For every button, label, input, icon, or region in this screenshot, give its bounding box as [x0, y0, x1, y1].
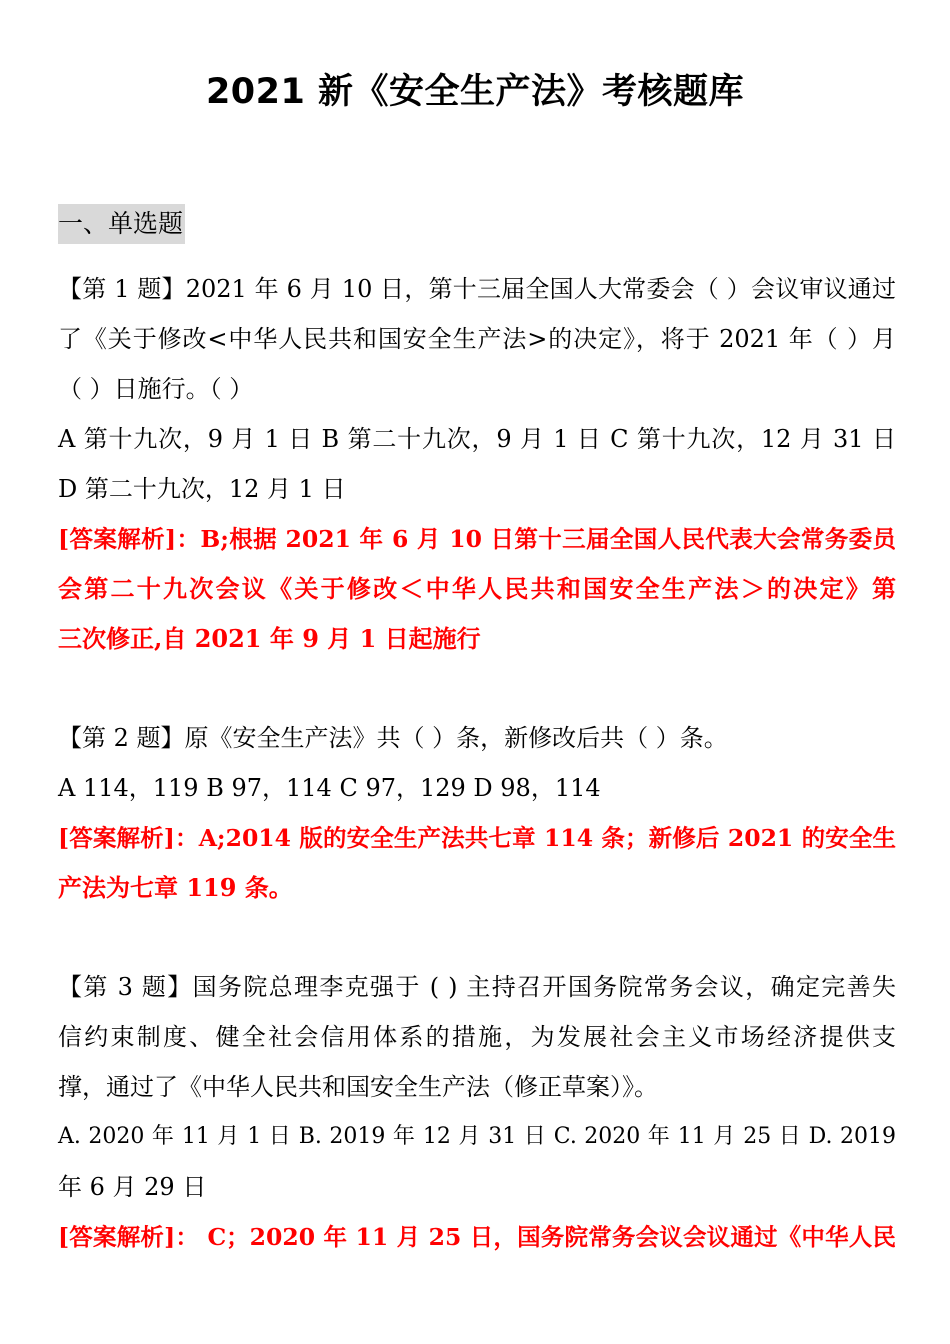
question-stem-line: 【第 2 题】原《安全生产法》共（ ）条，新修改后共（ ）条。: [58, 724, 728, 752]
question-stem-line: 信约束制度、健全社会信用体系的措施，为发展社会主义市场经济提供支: [58, 1023, 896, 1051]
option-line: A 114，119 B 97，114 C 97，129 D 98，114: [58, 774, 601, 802]
question-stem-line: 了《关于修改<中华人民共和国安全生产法>的决定》，将于 2021 年（ ）月: [58, 325, 896, 353]
document-title: 2021 新《安全生产法》考核题库: [205, 72, 745, 112]
option-line: A. 2020 年 11 月 1 日 B. 2019 年 12 月 31 日 C. 2020 年 11 月 25 日 D. 2019: [58, 1124, 896, 1149]
question-1: [58, 264, 896, 664]
option-line: 年 6 月 29 日: [58, 1173, 207, 1201]
question-stem-line: 【第 1 题】2021 年 6 月 10 日，第十三届全国人大常委会（ ）会议审议通过: [58, 275, 896, 303]
section-heading: 一、单选题: [58, 204, 185, 244]
question-3: [58, 962, 896, 1262]
question-stem-line: 【第 3 题】国务院总理李克强于 ( ) 主持召开国务院常务会议，确定完善失: [58, 973, 896, 1001]
answer-explanation-line: [答案解析]：A;2014 版的安全生产法共七章 114 条；新修后 2021 的安全生: [58, 824, 896, 852]
question-2: [58, 713, 896, 913]
answer-explanation-line: 会第二十九次会议《关于修改＜中华人民共和国安全生产法＞的决定》第: [58, 574, 896, 603]
answer-explanation-line: [答案解析]：B;根据 2021 年 6 月 10 日第十三届全国人民代表大会常务委员: [58, 525, 896, 553]
option-line: D 第二十九次，12 月 1 日: [58, 475, 346, 503]
answer-explanation-line: 三次修正,自 2021 年 9 月 1 日起施行: [58, 624, 481, 653]
question-stem-line: （ ）日施行。（ ）: [58, 375, 254, 403]
option-line: A 第十九次，9 月 1 日 B 第二十九次，9 月 1 日 C 第十九次，12 月 31 日: [58, 425, 896, 453]
answer-explanation-line: [答案解析]： C；2020 年 11 月 25 日，国务院常务会议会议通过《中华人民: [58, 1223, 896, 1251]
question-stem-line: 撑，通过了《中华人民共和国安全生产法（修正草案）》。: [58, 1073, 658, 1101]
answer-explanation-line: 产法为七章 119 条。: [58, 873, 293, 902]
